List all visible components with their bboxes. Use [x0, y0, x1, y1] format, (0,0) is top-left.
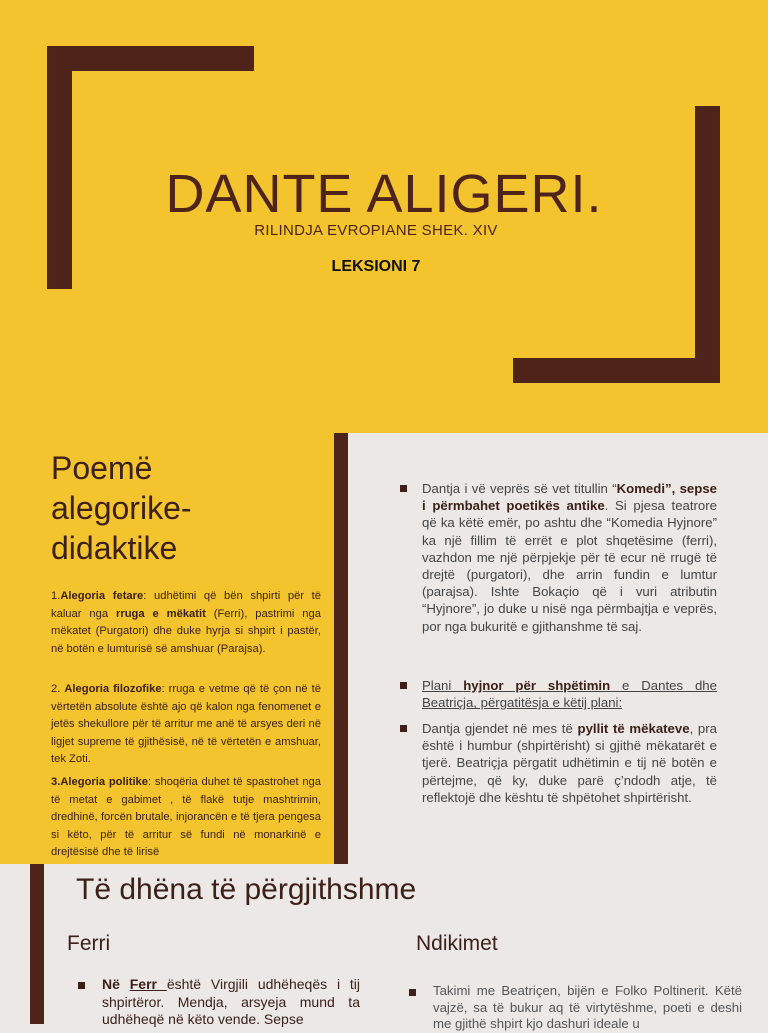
frame-top-left-horizontal	[47, 46, 254, 71]
bullet-text: . Si pjesa teatrore që ka këtë emër, po ashtu dhe “Komedia Hyjnore” ka një fillim të errët e plot shqetësime (ferri), vazhdon me një përpjekje për të ecur në rrugë të drejtë (purgatori), dhe arrin fundin e lumtur (parajsa). Ishte Bokaçio që i vuri atributin “Hyjnore”, jo duke u nisë nga përmbajtja e veprës, por nga bukuritë e gjithanshme të saj.	[422, 498, 717, 634]
section-title-line: Poemë	[51, 450, 153, 486]
presentation-title: DANTE ALIGERI.	[165, 164, 603, 224]
slide3-left-bar	[30, 864, 44, 1024]
section-title	[51, 448, 331, 568]
paragraph-text: : rruga e vetme që të çon në të vërtetën absolute është ajo që kalon nga fenomenet e jetës shekullore për të arritur me anë të arsyes deri në ligjet supreme të gjithësisë, në të vërtetën e amshuar, tek Zoti.	[51, 683, 321, 765]
bullet-emphasis: hyjnor për shpëtimin	[463, 678, 611, 693]
allegory-religious-paragraph	[51, 588, 321, 658]
bullet-divine-plan	[400, 677, 717, 711]
paragraph-number: 2.	[51, 683, 65, 695]
section-title-line: didaktike	[51, 530, 178, 566]
bullet-square-icon	[78, 982, 85, 989]
bullet-square-icon	[409, 989, 416, 996]
presentation-subtitle: RILINDJA EVROPIANE SHEK. XIV	[254, 222, 498, 239]
paragraph-heading: Alegoria fetare	[60, 590, 144, 602]
paragraph-heading: Alegoria filozofike	[64, 683, 162, 695]
ndikimet-bullet	[409, 983, 742, 1033]
bullet-text: , pra është i humbur (shpirtërisht) si gjithë mëkatarët e tjerë. Beatriçja përgatit udhëtimin e tij në botën e përtejme, që ky, duke parë ç’ndodh atje, të reflektojë dhe kështu të shpëtohet shpirtërisht.	[422, 721, 717, 805]
general-info-title: Të dhëna të përgjithshme	[76, 873, 417, 906]
ferri-heading: Ferri	[67, 932, 111, 955]
bullet-square-icon	[400, 682, 407, 689]
bullet-komedi	[400, 480, 717, 635]
bullet-square-icon	[400, 725, 407, 732]
bullet-forest-of-sins	[400, 720, 717, 806]
bullet-text: Takimi me Beatriçen, bijën e Folko Poltinerit. Këtë vajzë, sa të bukur aq të virtytëshme, poeti e deshi me gjithë shpirt kjo dashuri ideale u	[433, 983, 742, 1031]
bullet-text: është Virgjili udhëheqës i tij shpirtëror. Mendja, arsyeja mund ta udhëheqë në këto vende. Sepse	[102, 976, 360, 1027]
bullet-emphasis: pyllit të mëkateve	[577, 721, 690, 736]
paragraph-text: : udhëtimi që bën shpirti për të kaluar nga	[51, 590, 321, 620]
slide2-divider-bar	[334, 433, 348, 864]
frame-bottom-right-horizontal	[513, 358, 720, 383]
section-title-line: alegorike-	[51, 490, 192, 526]
allegory-philosophical-paragraph	[51, 681, 321, 769]
bullet-emphasis: Në	[102, 976, 130, 992]
ferri-bullet	[78, 976, 360, 1029]
ndikimet-heading: Ndikimet	[416, 932, 498, 955]
bullet-text: e Dantes dhe Beatriçja, përgatitësja e këtij plani:	[422, 678, 717, 711]
paragraph-number: 1.	[51, 590, 61, 602]
bullet-emphasis: Komedi”, sepse i përmbahet poetikës antike	[422, 481, 717, 514]
paragraph-text: (Ferri), pastrimi nga mëkatet (Purgatori) dhe duke hyrja si shpirt i pastër, në botën e lumturisë së amshuar (Parajsa).	[51, 607, 321, 655]
paragraph-heading: 3.Alegoria politike	[51, 776, 148, 788]
paragraph-text: : shoqëria duhet të spastrohet nga të metat e gabimet , të flakë tutje mashtrimin, dredhinë, forcën brutale, injorancën e të tjera pengesa si këto, për të arritur së fundi në monarkinë e drejtësisë dhe të lirisë	[51, 776, 321, 858]
bullet-text: Dantja i vë veprës së vet titullin “	[422, 481, 617, 496]
lesson-label: LEKSIONI 7	[331, 258, 421, 275]
bullet-text: Dantja gjendet në mes të	[422, 721, 578, 736]
paragraph-emphasis: rruga e mëkatit	[115, 607, 206, 620]
bullet-emphasis-underlined: Ferr	[129, 976, 167, 992]
bullet-text: Plani	[422, 678, 464, 693]
allegory-political-paragraph	[51, 774, 321, 862]
bullet-square-icon	[400, 485, 407, 492]
frame-bottom-right-vertical	[695, 106, 720, 383]
